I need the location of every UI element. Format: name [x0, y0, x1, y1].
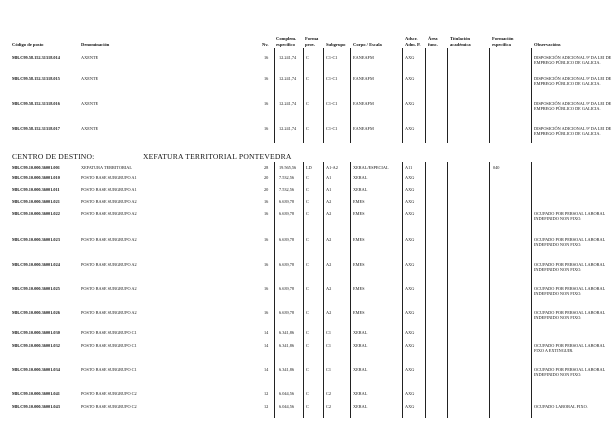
cell-subgrupo: C1-C1: [326, 76, 338, 81]
cell-subgrupo: A1: [326, 175, 332, 180]
column-rule: [402, 48, 403, 143]
cell-adscr: AXG: [405, 237, 415, 242]
cell-subgrupo: A2: [326, 286, 332, 291]
cell-observacions: DISPOSICIÓN ADICIONAL 9ª DA LEI DE EMPREGO PÚBLICO DE GALICIA.: [534, 76, 612, 87]
cell-nv: 16: [264, 199, 269, 204]
cell-subgrupo: A2: [326, 262, 332, 267]
cell-denominacion: POSTO BASE SUBGRUPO C1: [81, 367, 137, 372]
cell-denominacion: XEFATURA TERRITORIAL: [81, 165, 132, 170]
cell-codigo: MR.C99.10.000.36001.032: [12, 343, 60, 348]
cell-forma: C: [306, 330, 309, 335]
cell-complem: 6.639,78: [279, 237, 295, 242]
cell-adscr: AXG: [405, 404, 415, 409]
centro-label: CENTRO DE DESTINO:: [12, 152, 95, 161]
cell-corpo: XERAL: [353, 404, 368, 409]
cell-adscr: AXG: [405, 343, 415, 348]
column-rule: [531, 48, 532, 143]
cell-corpo: EANEAFM: [353, 76, 374, 81]
cell-complem: 6.044,56: [279, 391, 295, 396]
cell-forma: C: [306, 187, 309, 192]
cell-codigo: MR.C99.10.000.36001.023: [12, 237, 60, 242]
cell-adscr: AXG: [405, 175, 415, 180]
cell-codigo: MR.C99.10.000.36001.041: [12, 391, 60, 396]
cell-corpo: EMES: [353, 262, 365, 267]
cell-denominacion: POSTO BASE SUBGRUPO A1: [81, 187, 137, 192]
cell-complem: 6.639,78: [279, 262, 295, 267]
cell-subgrupo: A2: [326, 237, 332, 242]
cell-complem: 6.044,56: [279, 404, 295, 409]
cell-corpo: XERAL: [353, 391, 368, 396]
cell-forma: C: [306, 55, 309, 60]
cell-codigo: MR.C99.58.152.31318.017: [12, 126, 60, 131]
cell-subgrupo: C1-C1: [326, 55, 338, 60]
cell-nv: 14: [264, 343, 269, 348]
column-rule: [425, 48, 426, 143]
cell-nv: 20: [264, 187, 269, 192]
column-rule: [303, 162, 304, 418]
column-rule: [531, 162, 532, 418]
cell-forma: C: [306, 211, 309, 216]
header-formacion-top: Formación: [492, 36, 514, 41]
header-denominacion: Denominación: [81, 42, 110, 47]
cell-forma: C: [306, 237, 309, 242]
cell-subgrupo: C2: [326, 404, 332, 409]
header-corpo: Corpo / Escala: [353, 42, 382, 47]
cell-codigo: MR.C99.10.000.36001.001: [12, 165, 60, 170]
cell-nv: 16: [264, 310, 269, 315]
cell-corpo: XERAL: [353, 367, 368, 372]
column-rule: [303, 48, 304, 143]
cell-adscr: AXG: [405, 76, 415, 81]
cell-subgrupo: C1: [326, 343, 332, 348]
cell-nv: 16: [264, 76, 269, 81]
cell-denominacion: POSTO BASE SUBGRUPO C2: [81, 391, 137, 396]
header-area-top: Área: [428, 36, 438, 41]
cell-complem: 12.241,74: [279, 126, 297, 131]
cell-adscr: AXG: [405, 391, 415, 396]
cell-corpo: XERAL/ESPECIAL: [353, 165, 389, 170]
cell-complem: 19.565,56: [279, 165, 297, 170]
cell-forma: C: [306, 286, 309, 291]
cell-corpo: XERAL: [353, 330, 368, 335]
cell-observacions: DISPOSICIÓN ADICIONAL 9ª DA LEI DE EMPREGO PÚBLICO DE GALICIA.: [534, 55, 612, 66]
cell-denominacion: AXENTE: [81, 55, 99, 60]
cell-adscr: AXG: [405, 55, 415, 60]
cell-denominacion: AXENTE: [81, 126, 99, 131]
header-titulacion-bottom: académica: [450, 42, 471, 47]
column-rule: [323, 48, 324, 143]
column-rule: [323, 162, 324, 418]
cell-subgrupo: C1: [326, 330, 332, 335]
cell-subgrupo: C1: [326, 367, 332, 372]
cell-adscr: AXG: [405, 101, 415, 106]
cell-forma: C: [306, 391, 309, 396]
cell-complem: 6.639,78: [279, 211, 295, 216]
cell-codigo: MR.C99.58.152.31318.016: [12, 101, 60, 106]
cell-observacions: OCUPADO POR PERSOAL LABORAL FIXO A EXTINGUIR.: [534, 343, 606, 354]
cell-forma: LD: [306, 165, 312, 170]
cell-corpo: EMES: [353, 211, 365, 216]
column-rule: [447, 48, 448, 143]
cell-adscr: AXG: [405, 211, 415, 216]
header-adscr-top: Adscr.: [405, 36, 418, 41]
cell-observacions: DISPOSICIÓN ADICIONAL 9ª DA LEI DE EMPREGO PÚBLICO DE GALICIA.: [534, 126, 612, 137]
cell-nv: 28: [264, 165, 269, 170]
cell-codigo: MR.C99.10.000.36001.010: [12, 175, 60, 180]
header-area-bottom: func.: [428, 42, 438, 47]
column-rule: [425, 162, 426, 418]
centro-name: XEFATURA TERRITORIAL PONTEVEDRA: [143, 152, 292, 161]
cell-complem: 6.341,86: [279, 343, 295, 348]
cell-corpo: EANEAFM: [353, 55, 374, 60]
cell-nv: 12: [264, 404, 269, 409]
cell-complem: 12.241,74: [279, 55, 297, 60]
cell-adscr: AXG: [405, 199, 415, 204]
cell-adscr: AXG: [405, 262, 415, 267]
cell-complem: 7.532,56: [279, 175, 295, 180]
cell-observacions: OCUPADO POR PERSOAL LABORAL INDEFINIDO NON FIXO.: [534, 310, 606, 321]
cell-denominacion: AXENTE: [81, 76, 99, 81]
cell-corpo: XERAL: [353, 175, 368, 180]
cell-corpo: EMES: [353, 310, 365, 315]
cell-adscr: AXG: [405, 310, 415, 315]
cell-complem: 6.639,78: [279, 310, 295, 315]
column-rule: [350, 162, 351, 418]
cell-complem: 6.639,78: [279, 286, 295, 291]
header-adscr-bottom: Adm. P.: [405, 42, 421, 47]
cell-forma: C: [306, 343, 309, 348]
cell-observacions: OCUPADO POR PERSOAL LABORAL INDEFINIDO NON FIXO.: [534, 237, 606, 248]
cell-subgrupo: A2: [326, 199, 332, 204]
cell-adscr: AXG: [405, 286, 415, 291]
column-rule: [402, 162, 403, 418]
cell-corpo: EANEAFM: [353, 101, 374, 106]
cell-denominacion: POSTO BASE SUBGRUPO A2: [81, 199, 137, 204]
header-forma-bottom: prov.: [305, 42, 315, 47]
cell-denominacion: POSTO BASE SUBGRUPO A2: [81, 237, 137, 242]
cell-subgrupo: A2: [326, 310, 332, 315]
cell-denominacion: POSTO BASE SUBGRUPO A2: [81, 286, 137, 291]
cell-observacions: DISPOSICIÓN ADICIONAL 9ª DA LEI DE EMPREGO PÚBLICO DE GALICIA.: [534, 101, 612, 112]
cell-codigo: MR.C99.10.000.36001.021: [12, 199, 60, 204]
cell-nv: 20: [264, 175, 269, 180]
cell-forma: C: [306, 126, 309, 131]
cell-adscr: AXG: [405, 126, 415, 131]
header-complem-top: Complem.: [276, 36, 297, 41]
cell-complem: 6.639,78: [279, 199, 295, 204]
cell-corpo: EMES: [353, 286, 365, 291]
cell-nv: 16: [264, 211, 269, 216]
cell-denominacion: POSTO BASE SUBGRUPO A2: [81, 262, 137, 267]
column-rule: [489, 162, 490, 418]
cell-subgrupo: A1: [326, 187, 332, 192]
cell-forma: C: [306, 367, 309, 372]
cell-codigo: MR.C99.10.000.36001.025: [12, 286, 60, 291]
cell-nv: 16: [264, 286, 269, 291]
cell-codigo: MR.C99.10.000.36001.011: [12, 187, 60, 192]
cell-denominacion: AXENTE: [81, 101, 99, 106]
cell-observacions: OCUPADO POR PERSOAL LABORAL INDEFINIDO NON FIXO.: [534, 211, 606, 222]
cell-forma: C: [306, 199, 309, 204]
cell-codigo: MR.C99.10.000.36001.024: [12, 262, 60, 267]
cell-codigo: MR.C99.58.152.31318.014: [12, 55, 60, 60]
cell-denominacion: POSTO BASE SUBGRUPO A2: [81, 211, 137, 216]
cell-nv: 12: [264, 391, 269, 396]
cell-nv: 16: [264, 126, 269, 131]
cell-denominacion: POSTO BASE SUBGRUPO C1: [81, 330, 137, 335]
cell-adscr: AXG: [405, 330, 415, 335]
cell-adscr: AXG: [405, 367, 415, 372]
cell-complem: 12.241,74: [279, 101, 297, 106]
cell-adscr: A11: [405, 165, 413, 170]
header-subgrupo: Subgrupo: [326, 42, 346, 47]
cell-subgrupo: C1-C1: [326, 126, 338, 131]
cell-adscr: AXG: [405, 187, 415, 192]
cell-codigo: MR.C99.10.000.36001.034: [12, 367, 60, 372]
column-rule: [350, 48, 351, 143]
cell-forma: C: [306, 262, 309, 267]
cell-nv: 16: [264, 101, 269, 106]
cell-corpo: XERAL: [353, 343, 368, 348]
header-observacions: Observacións: [534, 42, 561, 47]
column-rule: [489, 48, 490, 143]
cell-subgrupo: C1-C1: [326, 101, 338, 106]
cell-complem: 7.532,56: [279, 187, 295, 192]
cell-denominacion: POSTO BASE SUBGRUPO C1: [81, 343, 137, 348]
cell-nv: 14: [264, 330, 269, 335]
cell-formacion: 040: [493, 165, 500, 170]
cell-subgrupo: C2: [326, 391, 332, 396]
cell-codigo: MR.C99.10.000.36001.043: [12, 404, 60, 409]
cell-codigo: MR.C99.10.000.36001.022: [12, 211, 60, 216]
cell-complem: 12.241,74: [279, 76, 297, 81]
cell-observacions: OCUPADO LABORAL FIXO.: [534, 404, 588, 409]
cell-complem: 6.341,86: [279, 330, 295, 335]
cell-corpo: EMES: [353, 199, 365, 204]
cell-nv: 16: [264, 55, 269, 60]
cell-nv: 16: [264, 262, 269, 267]
cell-forma: C: [306, 76, 309, 81]
header-complem-bottom: específico: [276, 42, 295, 47]
cell-codigo: MR.C99.10.000.36001.026: [12, 310, 60, 315]
cell-forma: C: [306, 404, 309, 409]
cell-forma: C: [306, 101, 309, 106]
cell-corpo: EMES: [353, 237, 365, 242]
cell-codigo: MR.C99.58.152.31318.015: [12, 76, 60, 81]
cell-codigo: MR.C99.10.000.36001.030: [12, 330, 60, 335]
column-rule: [274, 162, 275, 418]
cell-nv: 16: [264, 237, 269, 242]
cell-nv: 14: [264, 367, 269, 372]
cell-denominacion: POSTO BASE SUBGRUPO A1: [81, 175, 137, 180]
header-forma-top: Forma: [305, 36, 319, 41]
cell-forma: C: [306, 310, 309, 315]
header-nv: Nv.: [262, 42, 269, 47]
cell-corpo: XERAL: [353, 187, 368, 192]
cell-subgrupo: A1-A2: [326, 165, 338, 170]
cell-denominacion: POSTO BASE SUBGRUPO C2: [81, 404, 137, 409]
cell-observacions: OCUPADO POR PERSOAL LABORAL INDEFINIDO NON FIXO.: [534, 286, 606, 297]
cell-complem: 6.341,86: [279, 367, 295, 372]
header-codigo: Código de posto: [12, 42, 44, 47]
cell-subgrupo: A2: [326, 211, 332, 216]
cell-forma: C: [306, 175, 309, 180]
header-titulacion-top: Titulación: [450, 36, 471, 41]
header-formacion-bottom: específica: [492, 42, 511, 47]
cell-observacions: OCUPADO POR PERSOAL LABORAL INDEFINIDO NON FIXO.: [534, 367, 606, 378]
column-rule: [274, 48, 275, 143]
cell-observacions: OCUPADO POR PERSOAL LABORAL INDEFINIDO NON FIXO.: [534, 262, 606, 273]
cell-denominacion: POSTO BASE SUBGRUPO A2: [81, 310, 137, 315]
column-rule: [447, 162, 448, 418]
cell-corpo: EANEAFM: [353, 126, 374, 131]
